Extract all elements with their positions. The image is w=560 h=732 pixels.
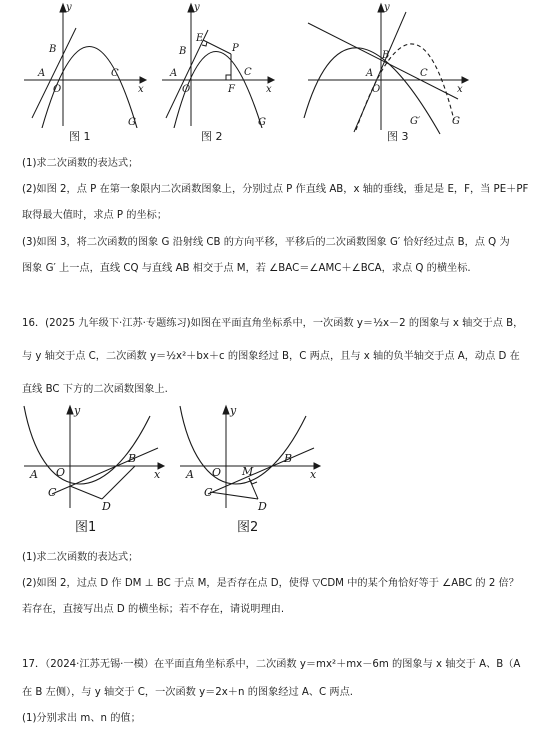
- axis-label-y: y: [74, 404, 81, 417]
- label-O: O: [182, 84, 191, 95]
- label-C: C: [48, 486, 57, 499]
- axis-label-x: x: [310, 468, 317, 481]
- question-16-2-line1: (2)如图 2，过点 D 作 DM ⊥ BC 于点 M，是否存在点 D，使得 ▽CDM 中的某个角恰好等于 ∠ABC 的 2 倍？: [22, 578, 519, 589]
- label-O: O: [212, 466, 222, 479]
- label-C: C: [204, 486, 213, 499]
- label-C: C: [244, 67, 252, 78]
- figure-caption: 图 1: [69, 130, 91, 143]
- label-B: B: [382, 50, 390, 61]
- question-15-3-line2: 图象 G′ 上一点，直线 CQ 与直线 AB 相交于点 M，若 ∠BAC＝∠AMC＋∠BCA，求点 Q 的横坐标.: [22, 263, 471, 274]
- axis-label-x: x: [457, 84, 463, 95]
- label-A: A: [170, 68, 178, 79]
- label-G: G: [128, 117, 136, 128]
- label-G: G: [452, 116, 460, 127]
- figure-15-3: [302, 0, 472, 140]
- figure-caption: 图2: [237, 520, 259, 535]
- label-A: A: [38, 68, 46, 79]
- question-16-1: (1)求二次函数的表达式；: [22, 552, 139, 563]
- axis-label-y: y: [230, 404, 237, 417]
- axis-label-y: y: [66, 2, 72, 13]
- label-D: D: [102, 500, 111, 510]
- label-E: E: [196, 33, 204, 44]
- label-A: A: [186, 468, 194, 481]
- label-B: B: [49, 44, 57, 55]
- label-A: A: [366, 68, 374, 79]
- question-15-2-line1: (2)如图 2，点 P 在第一象限内二次函数图象上，分别过点 P 作直线 AB，x 轴的垂线，垂足是 E，F，当 PE＋PF: [22, 184, 529, 195]
- question-15-2-line2: 取得最大值时，求点 P 的坐标；: [22, 210, 168, 221]
- label-M: M: [242, 465, 254, 478]
- label-O: O: [56, 466, 66, 479]
- figure-16-1: [22, 402, 172, 510]
- axis-label-y: y: [384, 2, 390, 13]
- figure-caption: 图1: [75, 520, 97, 535]
- label-F: F: [228, 84, 235, 95]
- question-15-1: (1)求二次函数的表达式；: [22, 158, 139, 169]
- problem-17-stem-line2: 在 B 左侧），与 y 轴交于 C，一次函数 y＝2x＋n 的图象经过 A、C 两点.: [22, 687, 353, 698]
- label-C: C: [111, 68, 119, 79]
- figure-16-2: [178, 402, 328, 510]
- label-A: A: [30, 468, 38, 481]
- label-C: C: [420, 68, 428, 79]
- label-O: O: [372, 84, 381, 95]
- figure-15-2: [158, 0, 278, 128]
- label-B: B: [284, 452, 293, 465]
- axis-label-x: x: [138, 84, 144, 95]
- problem-16-stem-line3: 直线 BC 下方的二次函数图象上.: [22, 384, 168, 395]
- axis-label-x: x: [266, 84, 272, 95]
- figure-caption: 图 2: [201, 130, 223, 143]
- label-G: G: [258, 117, 266, 128]
- label-D: D: [258, 500, 267, 510]
- label-G-prime: G′: [410, 116, 421, 127]
- problem-16-stem-line1: 16．(2025 九年级下·江苏·专题练习)如图在平面直角坐标系中，一次函数 y＝½x－2 的图象与 x 轴交于点 B，: [22, 318, 524, 329]
- figure-15-1: [20, 0, 150, 128]
- figure-caption: 图 3: [387, 130, 409, 143]
- label-B: B: [128, 452, 137, 465]
- question-16-2-line2: 若存在，直接写出点 D 的横坐标；若不存在，请说明理由.: [22, 604, 285, 615]
- problem-17-stem-line1: 17．（2024·江苏无锡·一模）在平面直角坐标系中，二次函数 y＝mx²＋mx－6m 的图象与 x 轴交于 A、B（A: [22, 659, 521, 670]
- question-17-1: (1)分别求出 m、n 的值；: [22, 713, 141, 724]
- axis-label-y: y: [194, 2, 200, 13]
- label-O: O: [53, 84, 62, 95]
- label-B: B: [179, 46, 187, 57]
- question-15-3-line1: (3)如图 3，将二次函数的图象 G 沿射线 CB 的方向平移，平移后的二次函数图象 G′ 恰好经过点 B，点 Q 为: [22, 237, 510, 248]
- label-P: P: [232, 43, 239, 54]
- axis-label-x: x: [154, 468, 161, 481]
- problem-16-stem-line2: 与 y 轴交于点 C，二次函数 y＝½x²＋bx＋c 的图象经过 B，C 两点，且与 x 轴的负半轴交于点 A，动点 D 在: [22, 351, 520, 362]
